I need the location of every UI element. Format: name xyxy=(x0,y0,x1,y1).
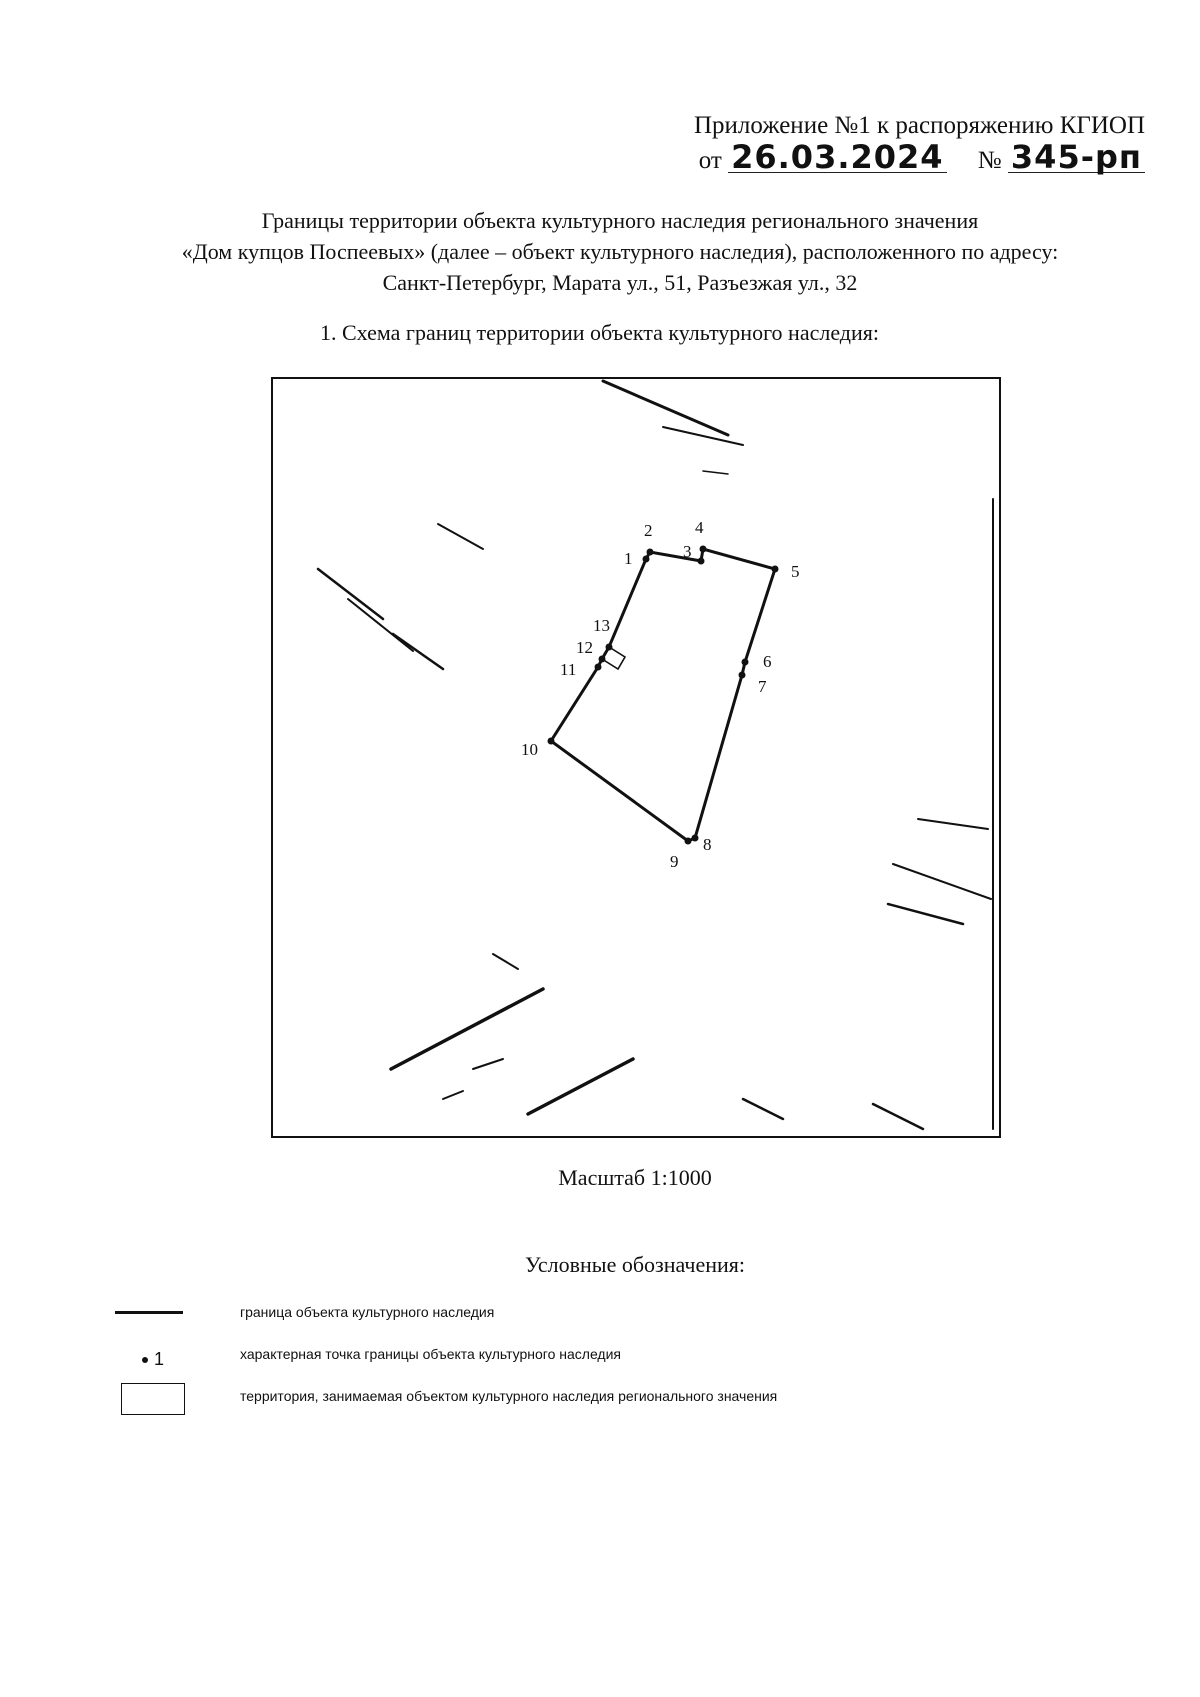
boundary-point-label-2: 2 xyxy=(644,521,653,540)
legend-title: Условные обозначения: xyxy=(524,1252,746,1277)
scale-label: Масштаб 1:1000 xyxy=(558,1165,712,1190)
boundary-line-symbol xyxy=(115,1297,185,1327)
legend-item-territory xyxy=(115,1380,778,1412)
heritage-boundary-polygon xyxy=(551,549,775,841)
territory-box-symbol xyxy=(115,1381,185,1411)
order-date-number xyxy=(698,138,1145,176)
document-title xyxy=(0,205,1200,298)
legend-item-point xyxy=(115,1338,621,1370)
point-dot-icon xyxy=(142,1357,148,1363)
map-canvas xyxy=(273,379,999,1136)
date-prefix: от xyxy=(698,147,722,174)
appendix-header: Приложение №1 к распоряжению КГИОП xyxy=(693,112,1145,139)
legend-text-boundary: граница объекта культурного наследия xyxy=(240,1304,495,1320)
section-title: 1. Схема границ территории объекта культурного наследия: xyxy=(320,320,880,345)
boundary-point-1 xyxy=(643,556,650,563)
map-background-lines xyxy=(318,381,993,1129)
boundary-point-label-3: 3 xyxy=(683,542,692,561)
boundary-point-8 xyxy=(692,835,699,842)
handwritten-date: 26.03.2024 xyxy=(728,142,946,173)
boundary-point-label-7: 7 xyxy=(758,677,767,696)
boundary-point-9 xyxy=(685,838,692,845)
boundary-point-label-12: 12 xyxy=(576,638,593,657)
boundary-point-label-4: 4 xyxy=(695,518,704,537)
legend-text-territory: территория, занимаемая объектом культурного наследия регионального значения xyxy=(240,1388,778,1404)
title-line-2: «Дом купцов Поспеевых» (далее – объект культурного наследия), расположенного по адресу: xyxy=(181,239,1059,264)
boundary-point-label-1: 1 xyxy=(624,549,633,568)
boundary-point-label-10: 10 xyxy=(521,740,538,759)
boundary-point-7 xyxy=(739,672,746,679)
boundary-point-11 xyxy=(595,664,602,671)
legend-text-point: характерная точка границы объекта культурного наследия xyxy=(240,1346,621,1362)
boundary-point-label-11: 11 xyxy=(560,660,577,679)
boundary-map xyxy=(271,377,1001,1138)
boundary-point-label-13: 13 xyxy=(593,616,610,635)
boundary-point-2 xyxy=(647,549,654,556)
point-labels-layer xyxy=(521,518,800,871)
boundary-point-label-6: 6 xyxy=(763,652,772,671)
boundary-point-symbol xyxy=(115,1339,185,1369)
boundary-point-4 xyxy=(700,546,707,553)
legend-item-boundary xyxy=(115,1296,495,1328)
handwritten-number: 345-рп xyxy=(1008,142,1145,173)
boundary-point-3 xyxy=(698,558,705,565)
boundary-point-label-5: 5 xyxy=(791,562,800,581)
boundary-point-5 xyxy=(772,566,779,573)
number-prefix: № xyxy=(977,147,1002,174)
boundary-layer xyxy=(548,546,779,845)
boundary-point-10 xyxy=(548,738,555,745)
point-symbol-label: 1 xyxy=(154,1349,165,1369)
title-line-3: Санкт-Петербург, Марата ул., 51, Разъезжая ул., 32 xyxy=(382,270,858,295)
boundary-point-6 xyxy=(742,659,749,666)
title-line-1: Границы территории объекта культурного наследия регионального значения xyxy=(261,208,979,233)
boundary-point-label-9: 9 xyxy=(670,852,679,871)
boundary-point-13 xyxy=(606,644,613,651)
boundary-point-12 xyxy=(599,656,606,663)
boundary-point-label-8: 8 xyxy=(703,835,712,854)
